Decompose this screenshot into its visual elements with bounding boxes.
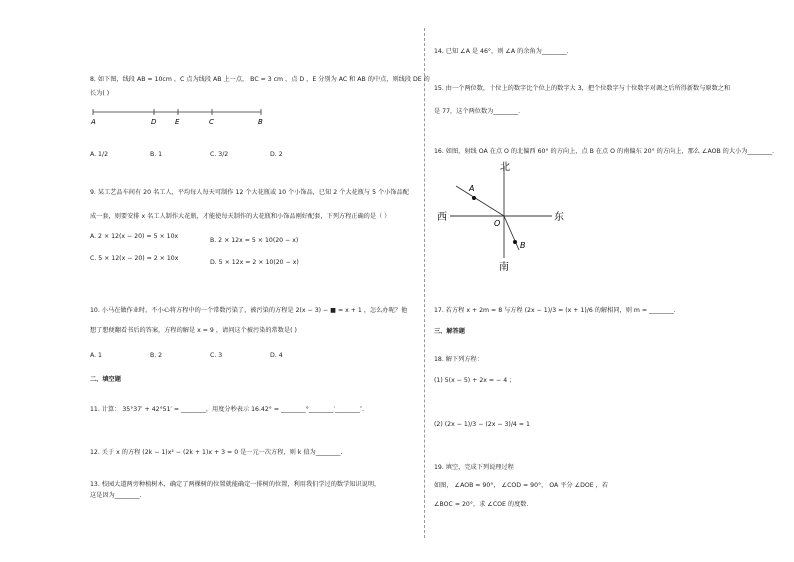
column-divider [424,28,425,538]
q8-option-b[interactable]: B. 1 [150,151,163,158]
q8-line1: 8. 如下图，线段 AB = 10cm ，C 点为线段 AB 上一点， BC = 3 cm ，点 D ，E 分别为 AC 和 AB 的中点，则线段 DE 的 [90,76,430,83]
q8-option-a[interactable]: A. 1/2 [90,151,109,158]
q16-compass-figure [434,160,584,272]
q10-option-d[interactable]: D. 4 [270,352,283,359]
q9-line1: 9. 某工艺品车间有 20 名工人，平均每人每天可制作 12 个大花瓶或 10 个小饰品，已知 2 个大花瓶与 5 个小饰品配 [90,189,409,196]
point-label-d: D [151,118,157,126]
point-label-b: B [258,118,263,126]
q18-equation-1: (1) 5(x − 5) + 2x = − 4 ； [434,377,516,384]
q12-text: 12. 关于 x 的方程 (2k − 1)x² − (2k + 1)x + 3 = 0 是一元一次方程，则 k 值为________. [90,449,343,456]
q10-option-b[interactable]: B. 2 [150,352,163,359]
label-origin-o: O [494,219,501,228]
point-label-e: E [175,118,180,126]
q19-line1: 如图， ∠AOB = 90°， ∠COD = 90°， OA 平分 ∠DOE ，若 [434,482,609,489]
q19-title: 19. 填空，完成下列说理过程 [434,464,514,471]
point-label-a: A [91,118,96,126]
right-column [432,0,775,562]
label-east: 东 [554,212,564,223]
q9-line2: 成一套，则要安排 x 名工人制作大花瓶，才能使每天制作的大花瓶和小饰品刚好配套，下列方程正确的是（ ） [90,213,391,220]
q10-line2: 想了想便翻看书后的答案，方程的解是 x = 9 ，请问这个被污染的常数是( ) [90,327,297,334]
point-label-c: C [209,118,214,126]
q10-option-c[interactable]: C. 3 [210,352,223,359]
q18-equation-2: (2) (2x − 1)/3 − (2x − 3)/4 = 1 [434,421,530,428]
q16-text: 16. 如图，射线 OA 在点 O 的北偏西 60° 的方向上，点 B 在点 O 的南偏东 20° 的方向上，那么 ∠AOB 的大小为________. [434,148,775,155]
q13-line2: 这是因为________. [90,492,142,499]
section-answer-heading: 三、解答题 [434,328,465,335]
q10-line1: 10. 小马在做作业时，不小心将方程中的一个常数污染了，被污染的方程是 2(x − 3) − ■ = x + 1 ，怎么办呢？他 [90,307,408,314]
q9-option-b[interactable]: B. 2 × 12x = 5 × 10(20 − x) [210,237,299,244]
q13-line1: 13. 校园大道两旁种植树木，确定了两棵树的位置就能确定一排树的位置，利用我们学过的数学知识说明， [90,481,381,488]
q8-segment-figure [88,106,268,126]
label-point-a: A [469,184,475,193]
q8-line2: 长为( ) [90,90,110,97]
q14-text: 14. 已知 ∠A 是 46°，则 ∠A 的余角为________. [434,48,569,55]
q17-text: 17. 若方程 x + 2m = 8 与方程 (2x − 1)/3 = (x + 1)/6 的解相同，则 m = ________. [434,307,676,314]
point-a [472,196,476,200]
q8-option-c[interactable]: C. 3/2 [210,151,229,158]
ray-oa [456,186,504,216]
q15-line1: 15. 由一个两位数，十位上的数字比个位上的数字大 3，把个位数字与十位数字对调之后所得新数与原数之和 [434,85,731,92]
q19-line2: ∠BOC = 20°，求 ∠COE 的度数. [434,501,529,508]
label-west: 西 [437,212,447,223]
section-fill-in-heading: 二、填空题 [90,376,121,383]
q11-text: 11. 计算： 35°37′ + 42°51′ = ________，用度分秒表示 16.42° = ________°________′________″. [90,406,365,413]
q10-option-a[interactable]: A. 1 [90,352,102,359]
q9-option-a[interactable]: A. 2 × 12(x − 20) = 5 × 10x [90,233,179,240]
q9-option-d[interactable]: D. 5 × 12x = 2 × 10(20 − x) [210,259,299,266]
ray-ob [504,216,519,250]
q9-option-c[interactable]: C. 5 × 12(x − 20) = 2 × 10x [90,255,179,262]
q8-option-d[interactable]: D. 2 [270,151,283,158]
label-point-b: B [520,241,526,250]
q18-title: 18. 解下列方程： [434,356,483,363]
left-column [88,0,430,562]
label-south: 南 [499,262,509,272]
label-north: 北 [500,162,510,173]
point-b [513,240,517,244]
q15-line2: 是 77，这个两位数为________. [434,108,521,115]
